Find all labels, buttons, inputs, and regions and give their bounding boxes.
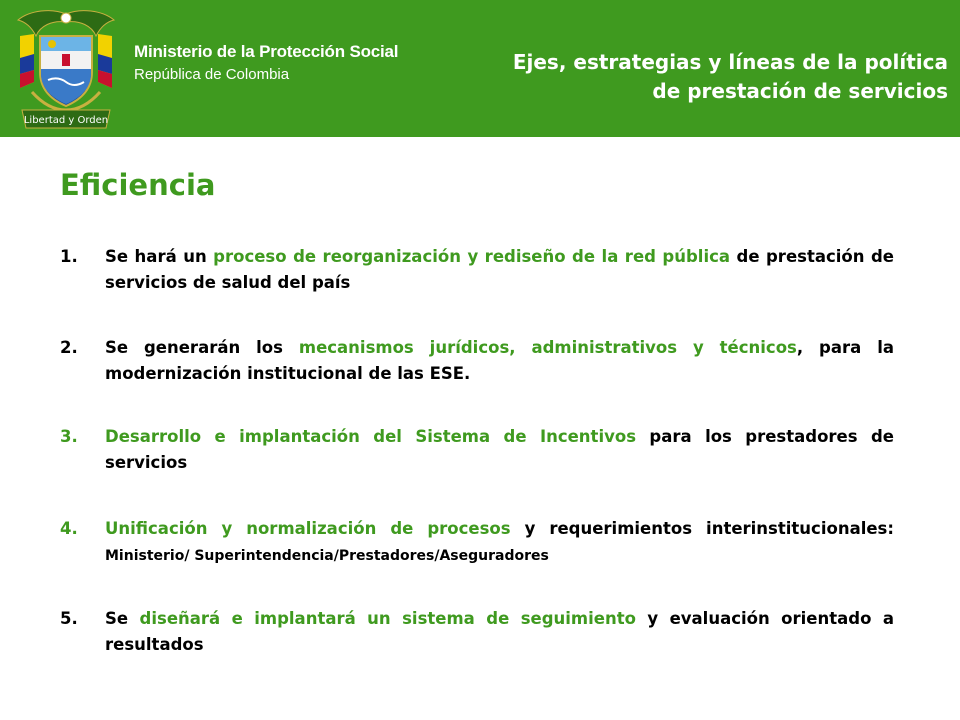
item-number: 5.: [60, 609, 78, 628]
item-text-plain: Se generarán los: [105, 338, 299, 357]
item-text-small: Ministerio/ Superintendencia/Prestadores/Aseguradores: [105, 548, 549, 564]
item-text-highlight: Desarrollo e implantación del Sistema de Incentivos: [105, 427, 637, 446]
item-number: 3.: [60, 427, 78, 446]
item-text-highlight: diseñará e implantará un sistema de seguimiento: [139, 609, 636, 628]
country-name: República de Colombia: [134, 66, 290, 83]
item-text-highlight: Unificación y normalización de procesos: [105, 519, 511, 538]
item-text-highlight: proceso de reorganización y rediseño de la red pública: [213, 247, 731, 266]
item-text-plain: de prestación de servicios de salud del país: [105, 247, 894, 292]
item-text: [105, 244, 894, 296]
slide-title-line-2: de prestación de servicios: [652, 79, 948, 103]
list-item: [60, 335, 894, 387]
ministry-block: [134, 42, 398, 83]
list-item: [60, 244, 894, 296]
item-number: 4.: [60, 519, 78, 538]
item-text: [105, 424, 894, 476]
item-text-plain: para los prestadores de servicios: [105, 427, 894, 472]
item-text: [105, 516, 894, 569]
item-text-plain: Se: [105, 609, 140, 628]
list-item: [60, 606, 894, 658]
slide-title-line-1: Ejes, estrategias y líneas de la política: [512, 50, 948, 74]
list-item: [60, 424, 894, 476]
item-number: 1.: [60, 247, 78, 266]
item-text-highlight: mecanismos jurídicos, administrativos y técnicos: [298, 338, 797, 357]
section-heading: Eficiencia: [60, 168, 216, 202]
item-text-plain: y requerimientos interinstitucionales:: [510, 519, 894, 538]
item-text-plain: Se hará un: [105, 247, 214, 266]
slide-title: [448, 48, 948, 106]
list-item: [60, 516, 894, 569]
item-number: 2.: [60, 338, 78, 357]
item-text-plain: , para la modernización institucional de las ESE.: [105, 338, 894, 383]
numbered-list: [60, 244, 894, 658]
item-text: [105, 335, 894, 387]
item-text-plain: y evaluación orientado a resultados: [105, 609, 894, 654]
ministry-name: Ministerio de la Protección Social: [134, 42, 399, 61]
item-text: [105, 606, 894, 658]
coat-of-arms-icon: [12, 6, 120, 130]
header-bar: [0, 0, 960, 137]
motto-text: Libertad y Orden: [23, 115, 109, 126]
